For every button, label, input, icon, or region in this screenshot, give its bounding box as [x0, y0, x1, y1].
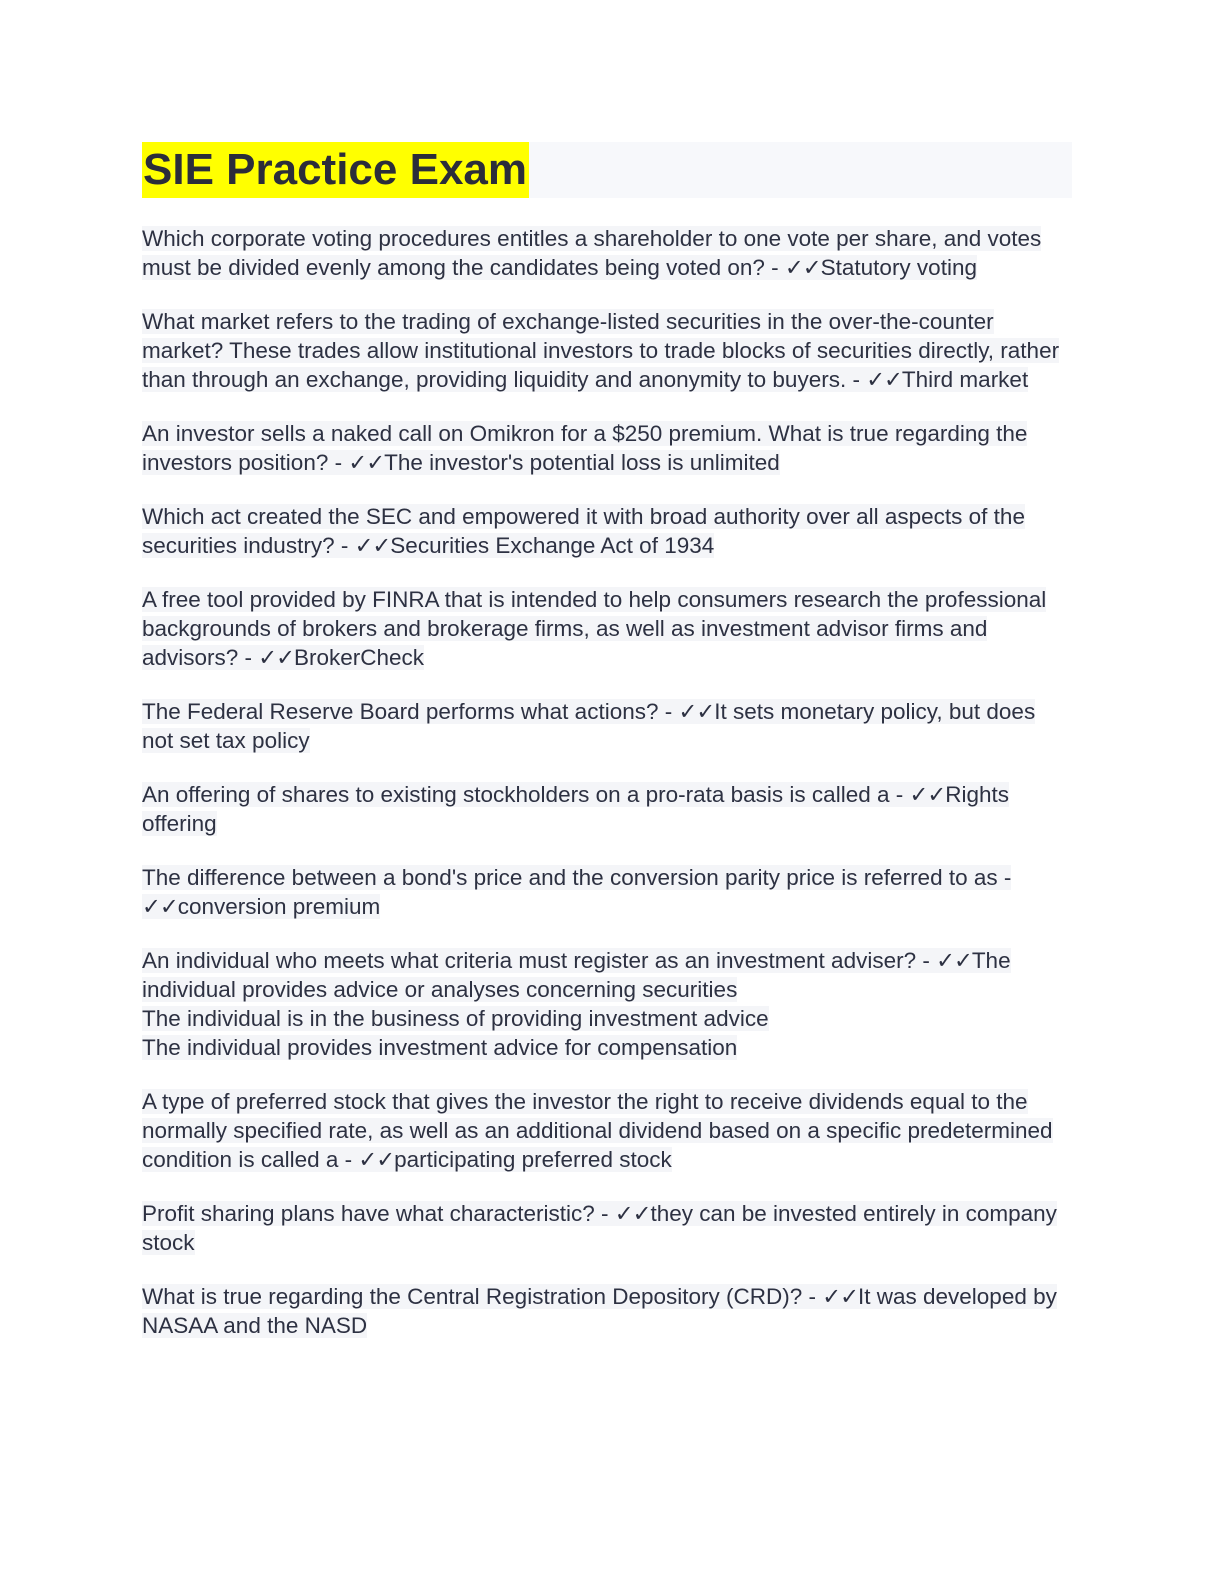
answer-text: Securities Exchange Act of 1934: [390, 533, 715, 558]
check-mark-icon: ✓✓: [142, 894, 178, 919]
check-mark-icon: ✓✓: [936, 948, 972, 973]
question-text: The difference between a bond's price and the conversion parity price is referred to as -: [142, 865, 1012, 890]
check-mark-icon: ✓✓: [348, 450, 385, 475]
answer-text: BrokerCheck: [294, 645, 425, 670]
check-mark-icon: ✓✓: [258, 645, 295, 670]
qa-item: [142, 697, 1072, 755]
answer-text-extra: The individual is in the business of providing investment advice: [142, 1006, 769, 1031]
qa-item: [142, 946, 1072, 1062]
question-text: A free tool provided by FINRA that is intended to help consumers research the professional backgrounds of brokers and brokerage firms, as well as investment advisor firms and advisors? -: [142, 587, 1047, 670]
qa-item: [142, 1199, 1072, 1257]
answer-text: It was developed by NASAA and the NASD: [142, 1284, 1057, 1338]
question-text: What is true regarding the Central Registration Depository (CRD)? -: [142, 1284, 823, 1309]
qa-list: [142, 224, 1072, 1340]
question-text: What market refers to the trading of exchange-listed securities in the over-the-counter market? These trades allow institutional investors to trade blocks of securities directly, rather than through an exchange, providing liquidity and anonymity to buyers. -: [142, 309, 1060, 392]
qa-item: [142, 307, 1072, 394]
question-text: Which act created the SEC and empowered it with broad authority over all aspects of the securities industry? -: [142, 504, 1025, 558]
answer-text: It sets monetary policy, but does not set tax policy: [142, 699, 1036, 753]
page-title: SIE Practice Exam: [142, 142, 529, 198]
answer-text: participating preferred stock: [394, 1147, 672, 1172]
answer-text: they can be invested entirely in company stock: [142, 1201, 1057, 1255]
check-mark-icon: ✓✓: [784, 255, 821, 280]
answer-text: Rights offering: [142, 782, 1009, 836]
question-text: An individual who meets what criteria must register as an investment adviser? -: [142, 948, 937, 973]
qa-item: [142, 1087, 1072, 1174]
answer-text: conversion premium: [177, 894, 381, 919]
check-mark-icon: ✓✓: [909, 782, 946, 807]
qa-item: [142, 585, 1072, 672]
check-mark-icon: ✓✓: [354, 533, 391, 558]
check-mark-icon: ✓✓: [614, 1201, 651, 1226]
question-text: An offering of shares to existing stockholders on a pro-rata basis is called a -: [142, 782, 910, 807]
check-mark-icon: ✓✓: [678, 699, 715, 724]
check-mark-icon: ✓✓: [358, 1147, 395, 1172]
check-mark-icon: ✓✓: [822, 1284, 858, 1309]
question-text: An investor sells a naked call on Omikron for a $250 premium. What is true regarding the investors position? -: [142, 421, 1028, 475]
title-bar: [142, 142, 1072, 198]
answer-text: Third market: [901, 367, 1029, 392]
answer-text: Statutory voting: [820, 255, 977, 280]
qa-item: [142, 1282, 1072, 1340]
qa-item: [142, 419, 1072, 477]
qa-item: [142, 224, 1072, 282]
answer-text: The individual provides advice or analyses concerning securities: [142, 948, 1011, 1002]
qa-item: [142, 502, 1072, 560]
answer-text-extra: The individual provides investment advice for compensation: [142, 1035, 738, 1060]
question-text: Which corporate voting procedures entitles a shareholder to one vote per share, and votes must be divided evenly among the candidates being voted on? -: [142, 226, 1042, 280]
qa-item: [142, 863, 1072, 921]
qa-item: [142, 780, 1072, 838]
question-text: The Federal Reserve Board performs what actions? -: [142, 699, 679, 724]
question-text: A type of preferred stock that gives the investor the right to receive dividends equal to the normally specified rate, as well as an additional dividend based on a specific predetermined condition is called a -: [142, 1089, 1053, 1172]
document-page: [142, 142, 1072, 1365]
answer-text: The investor's potential loss is unlimited: [384, 450, 780, 475]
check-mark-icon: ✓✓: [866, 367, 902, 392]
question-text: Profit sharing plans have what characteristic? -: [142, 1201, 615, 1226]
